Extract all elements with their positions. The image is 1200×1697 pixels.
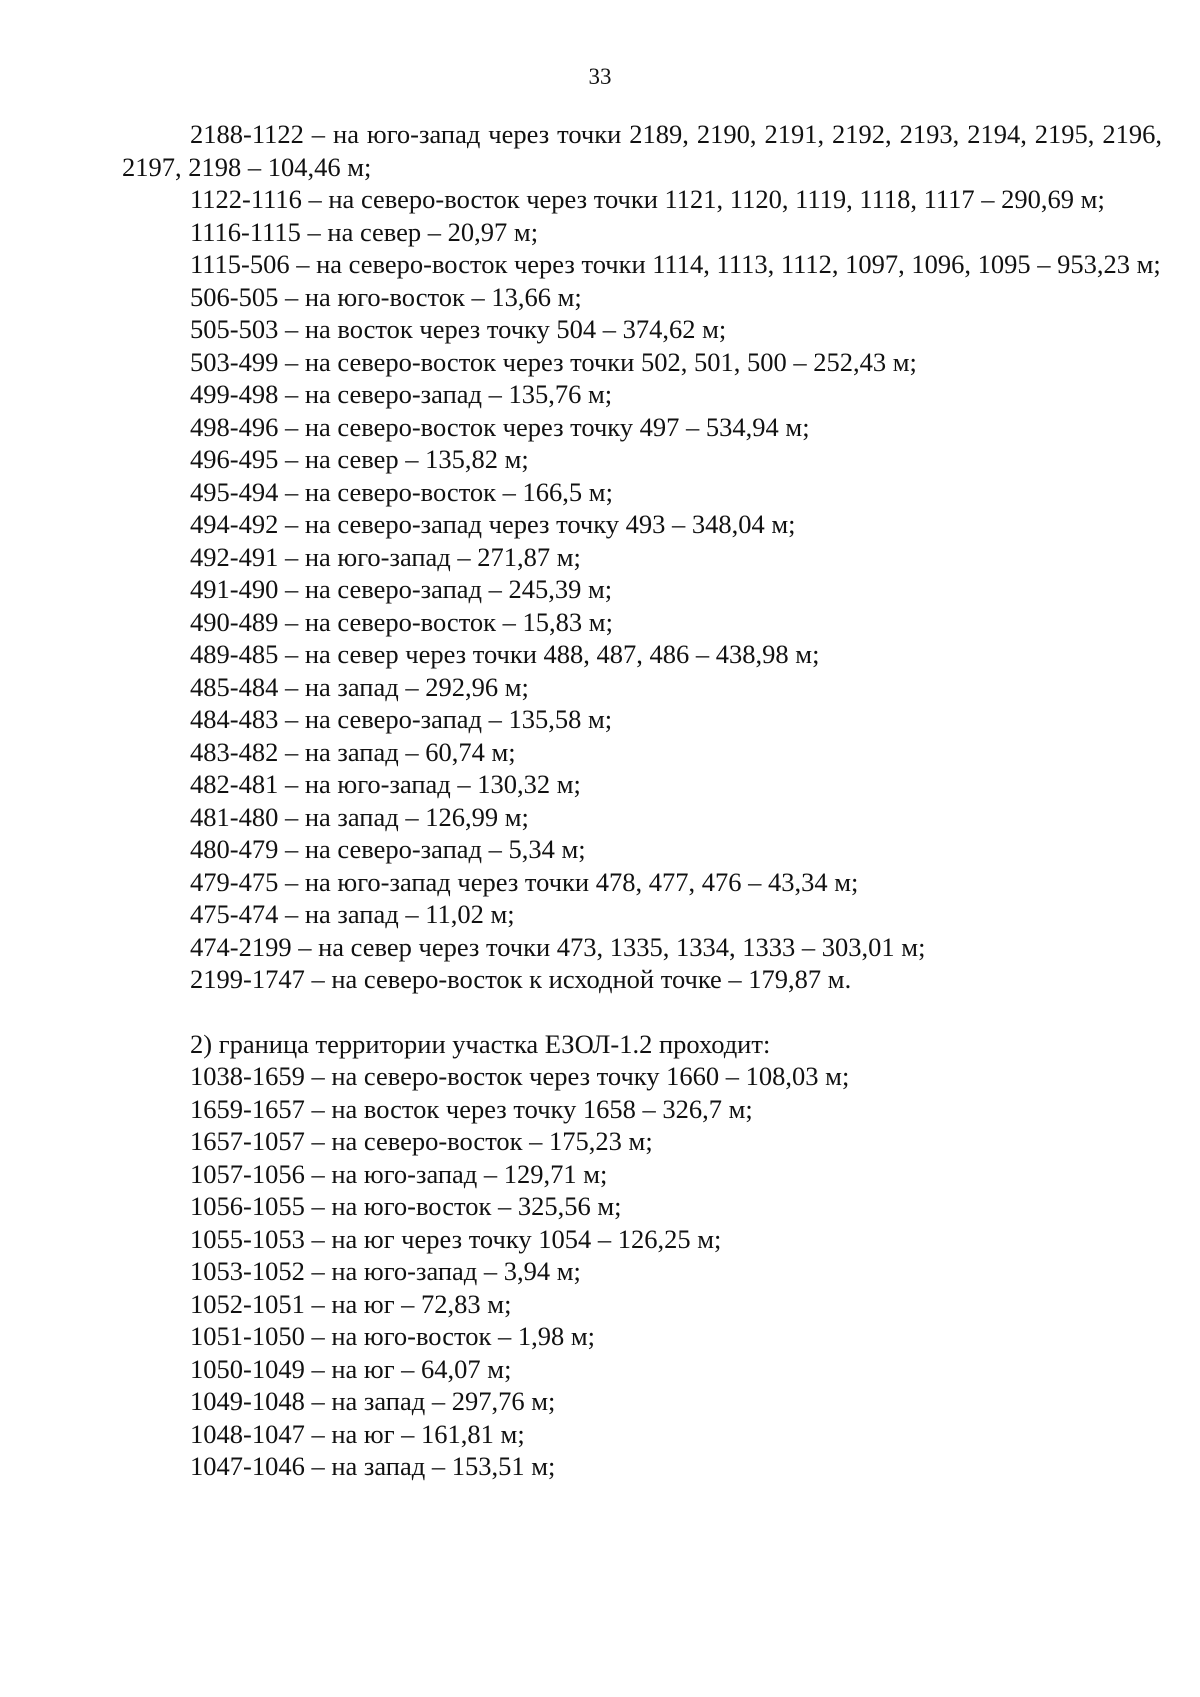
boundary-paragraph: 2188-1122 – на юго-запад через точки 2189, 2190, 2191, 2192, 2193, 2194, 2195, 2196, 2197, 2198 – 104,46 м; [122, 119, 1162, 182]
boundary-line: 494-492 – на северо-запад через точку 493 – 348,04 м; [190, 509, 796, 539]
boundary-line: 1056-1055 – на юго-восток – 325,56 м; [190, 1191, 622, 1221]
boundary-line: 1052-1051 – на юг – 72,83 м; [190, 1288, 512, 1319]
boundary-line: 505-503 – на восток через точку 504 – 374,62 м; [190, 314, 727, 344]
boundary-line: 482-481 – на юго-запад – 130,32 м; [190, 769, 581, 799]
boundary-paragraph: 1115-506 – на северо-восток через точки 1114, 1113, 1112, 1097, 1096, 1095 – 953,23 м; [190, 249, 1161, 279]
boundary-line: 1050-1049 – на юг – 64,07 м; [190, 1353, 512, 1384]
boundary-line: 479-475 – на юго-запад через точки 478, 477, 476 – 43,34 м; [190, 866, 859, 897]
boundary-line: 491-490 – на северо-запад – 245,39 м; [190, 574, 613, 604]
boundary-line: 484-483 – на северо-запад – 135,58 м; [190, 704, 613, 734]
section-gap [122, 996, 1162, 1028]
boundary-line: 485-484 – на запад – 292,96 м; [190, 671, 529, 702]
boundary-line: 483-482 – на запад – 60,74 м; [190, 736, 516, 767]
boundary-line: 1657-1057 – на северо-восток – 175,23 м; [190, 1126, 653, 1156]
boundary-line: 474-2199 – на север через точки 473, 1335, 1334, 1333 – 303,01 м; [190, 931, 926, 962]
boundary-line: 1051-1050 – на юго-восток – 1,98 м; [190, 1321, 595, 1351]
boundary-line: 495-494 – на северо-восток – 166,5 м; [190, 476, 613, 507]
document-body [122, 118, 1162, 1483]
boundary-line: 496-495 – на север – 135,82 м; [190, 444, 529, 474]
boundary-line: 1047-1046 – на запад – 153,51 м; [190, 1451, 556, 1481]
boundary-line: 480-479 – на северо-запад – 5,34 м; [190, 834, 586, 864]
boundary-line: 2199-1747 – на северо-восток к исходной точке – 179,87 м. [190, 964, 852, 994]
boundary-line: 1116-1115 – на север – 20,97 м; [190, 216, 539, 247]
boundary-line: 492-491 – на юго-запад – 271,87 м; [190, 541, 581, 572]
section2-lines [122, 1060, 1162, 1483]
boundary-line: 498-496 – на северо-восток через точку 497 – 534,94 м; [190, 411, 810, 442]
boundary-line: 490-489 – на северо-восток – 15,83 м; [190, 606, 613, 637]
boundary-line: 1659-1657 – на восток через точку 1658 – 326,7 м; [190, 1093, 753, 1124]
boundary-line: 489-485 – на север через точки 488, 487, 486 – 438,98 м; [190, 639, 820, 669]
boundary-line: 481-480 – на запад – 126,99 м; [190, 801, 529, 832]
boundary-line: 506-505 – на юго-восток – 13,66 м; [190, 281, 582, 312]
boundary-line: 503-499 – на северо-восток через точки 502, 501, 500 – 252,43 м; [190, 346, 917, 377]
page-number: 33 [588, 64, 612, 89]
boundary-line: 1048-1047 – на юг – 161,81 м; [190, 1418, 525, 1449]
boundary-line: 1053-1052 – на юго-запад – 3,94 м; [190, 1256, 581, 1286]
boundary-line: 475-474 – на запад – 11,02 м; [190, 899, 515, 929]
boundary-line: 1038-1659 – на северо-восток через точку 1660 – 108,03 м; [190, 1061, 850, 1091]
section1-lines [122, 281, 1162, 996]
boundary-line: 1049-1048 – на запад – 297,76 м; [190, 1386, 556, 1416]
boundary-paragraph: 1122-1116 – на северо-восток через точки 1121, 1120, 1119, 1118, 1117 – 290,69 м; [190, 184, 1105, 214]
boundary-line: 1055-1053 – на юг через точку 1054 – 126,25 м; [190, 1223, 722, 1254]
boundary-line: 499-498 – на северо-запад – 135,76 м; [190, 379, 613, 409]
boundary-line: 1057-1056 – на юго-запад – 129,71 м; [190, 1158, 608, 1189]
section-heading: 2) граница территории участка ЕЗОЛ-1.2 проходит: [190, 1028, 771, 1059]
